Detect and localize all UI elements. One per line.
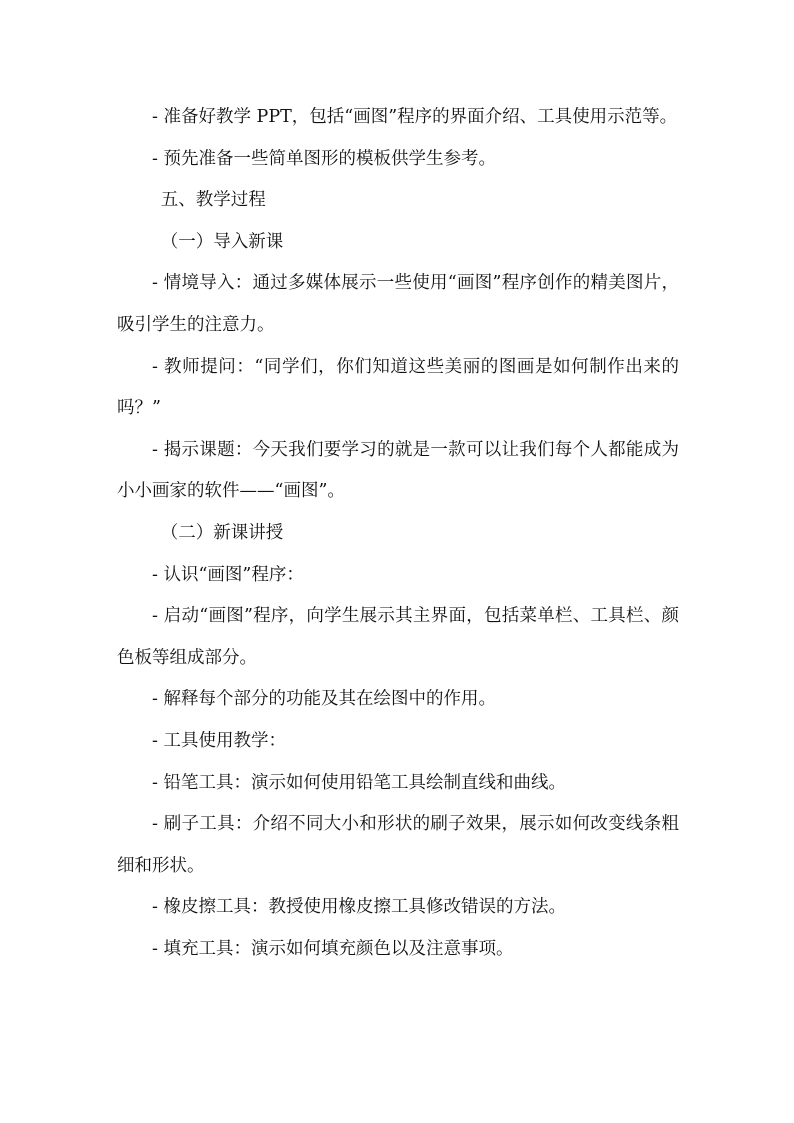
bullet-pencil-tool: - 铅笔工具：演示如何使用铅笔工具绘制直线和曲线。 bbox=[152, 772, 566, 793]
bullet-fill-tool: - 填充工具：演示如何填充颜色以及注意事项。 bbox=[152, 938, 514, 959]
bullet-prepare-ppt: - 准备好教学 PPT，包括“画图”程序的界面介绍、工具使用示范等。 bbox=[152, 107, 678, 127]
subsection-heading-introduction: （一）导入新课 bbox=[160, 231, 284, 252]
bullet-explain-parts: - 解释每个部分的功能及其在绘图中的作用。 bbox=[152, 689, 496, 710]
bullet-brush-tool: - 刷子工具：介绍不同大小和形状的刷子效果，展示如何改变线条粗细和形状。 bbox=[117, 814, 679, 876]
bullet-teacher-question: - 教师提问：“同学们，你们知道这些美丽的图画是如何制作出来的吗？” bbox=[117, 356, 679, 419]
bullet-tool-teaching: - 工具使用教学： bbox=[152, 730, 286, 751]
section-heading-teaching-process: 五、教学过程 bbox=[160, 190, 266, 211]
bullet-launch-paint: - 启动“画图”程序，向学生展示其主界面，包括菜单栏、工具栏、颜色板等组成部分。 bbox=[117, 606, 679, 668]
bullet-know-paint-program: - 认识“画图”程序： bbox=[152, 564, 304, 585]
subsection-heading-new-lesson: （二）新课讲授 bbox=[160, 522, 284, 543]
bullet-scene-introduction: - 情境导入：通过多媒体展示一些使用“画图”程序创作的精美图片，吸引学生的注意力。 bbox=[117, 273, 679, 335]
bullet-reveal-topic: - 揭示课题：今天我们要学习的就是一款可以让我们每个人都能成为小小画家的软件——“画图”。 bbox=[117, 439, 679, 502]
bullet-prepare-templates: - 预先准备一些简单图形的模板供学生参考。 bbox=[152, 148, 496, 169]
document-body bbox=[117, 97, 679, 970]
bullet-eraser-tool: - 橡皮擦工具：教授使用橡皮擦工具修改错误的方法。 bbox=[152, 897, 566, 918]
